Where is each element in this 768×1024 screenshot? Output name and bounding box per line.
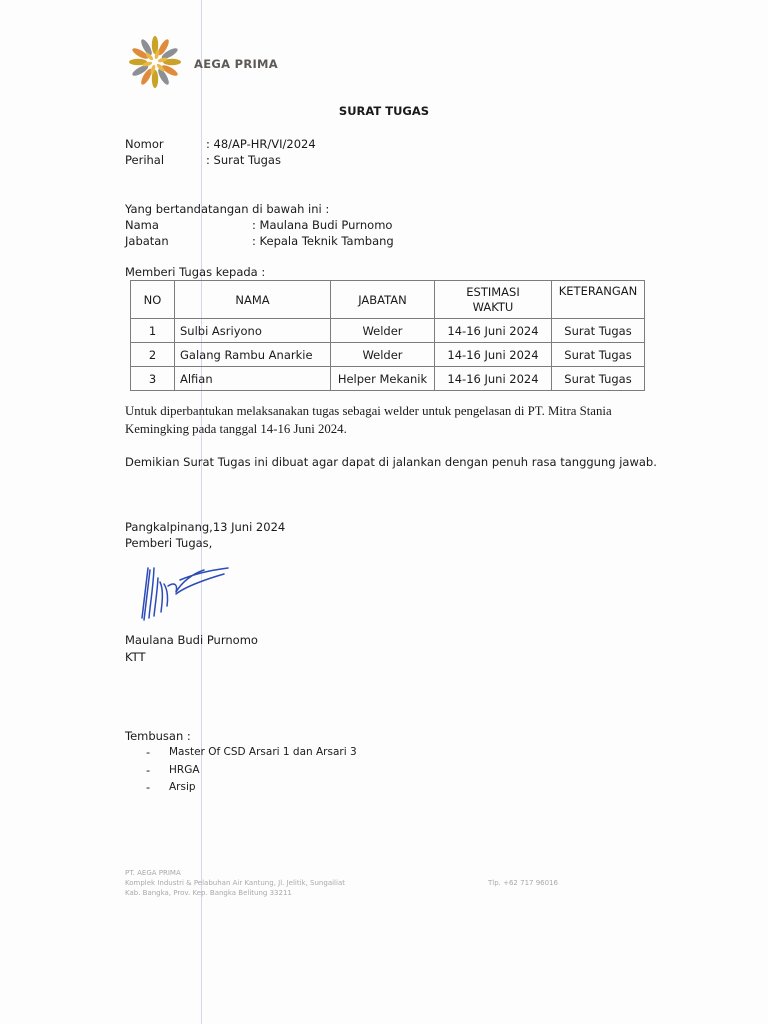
table-row (131, 367, 645, 391)
cell-jabatan: Helper Mekanik (331, 367, 435, 391)
cell-no: 2 (131, 343, 175, 367)
cc-bullet: - (146, 745, 151, 759)
perihal-label: Perihal (125, 153, 165, 167)
footer-phone: Tlp. +62 717 96016 (488, 879, 558, 887)
intro-text: Yang bertandatangan di bawah ini : (125, 202, 330, 216)
cell-keterangan: Surat Tugas (552, 343, 645, 367)
cell-nama: Sulbi Asriyono (175, 319, 331, 343)
header-keterangan: KETERANGAN (552, 281, 645, 319)
cell-no: 1 (131, 319, 175, 343)
cc-label: Tembusan : (125, 729, 191, 743)
place-date: Pangkalpinang,13 Juni 2024 (125, 520, 286, 534)
cell-estimasi: 14-16 Juni 2024 (435, 367, 552, 391)
document-title: SURAT TUGAS (338, 104, 430, 118)
header-estimasi-text: ESTIMASI WAKTU (466, 284, 520, 314)
cell-estimasi: 14-16 Juni 2024 (435, 319, 552, 343)
footer-address-line2: Kab. Bangka, Prov. Kep. Bangka Belitung 33211 (125, 889, 292, 897)
cc-item: Master Of CSD Arsari 1 dan Arsari 3 (169, 746, 357, 758)
company-name: AEGA PRIMA (194, 57, 279, 71)
table-header-row (131, 281, 645, 319)
nama-label: Nama (125, 218, 159, 232)
cc-item: Arsip (169, 781, 196, 793)
assignment-table (130, 280, 645, 391)
header-nama: NAMA (175, 281, 331, 319)
giver-label: Pemberi Tugas, (125, 536, 213, 550)
cc-bullet: - (146, 763, 151, 777)
cell-nama: Alfian (175, 367, 331, 391)
cell-keterangan: Surat Tugas (552, 367, 645, 391)
assign-heading: Memberi Tugas kepada : (125, 265, 266, 279)
jabatan-value: : Kepala Teknik Tambang (252, 234, 394, 248)
header-estimasi (435, 281, 552, 319)
table-row (131, 319, 645, 343)
jabatan-label: Jabatan (125, 234, 169, 248)
footer-company: PT. AEGA PRIMA (125, 869, 181, 877)
cell-keterangan: Surat Tugas (552, 319, 645, 343)
cell-no: 3 (131, 367, 175, 391)
nomor-label: Nomor (125, 137, 164, 151)
cell-nama: Galang Rambu Anarkie (175, 343, 331, 367)
signature-image (120, 560, 240, 630)
footer-address-line1: Komplek Industri & Pelabuhan Air Kantung, Jl. Jelitik, Sungailiat (125, 879, 345, 887)
nomor-value: : 48/AP-HR/VI/2024 (206, 137, 316, 151)
table-row (131, 343, 645, 367)
cc-item: HRGA (169, 764, 200, 776)
perihal-value: : Surat Tugas (206, 153, 281, 167)
purpose-paragraph: Untuk diperbantukan melaksanakan tugas sebagai welder untuk pengelasan di PT. Mitra Stania Kemingking pada tanggal 14-16 Juni 2024. (125, 404, 612, 436)
cc-bullet: - (146, 780, 151, 794)
company-logo (122, 34, 188, 90)
scan-line (201, 0, 202, 1024)
cell-jabatan: Welder (331, 319, 435, 343)
header-no: NO (131, 281, 175, 319)
cell-estimasi: 14-16 Juni 2024 (435, 343, 552, 367)
signer-title: KTT (125, 650, 146, 664)
signer-name: Maulana Budi Purnomo (125, 633, 258, 647)
nama-value: : Maulana Budi Purnomo (252, 218, 393, 232)
header-jabatan: JABATAN (331, 281, 435, 319)
closing-paragraph: Demikian Surat Tugas ini dibuat agar dapat di jalankan dengan penuh rasa tanggung jawab. (125, 455, 657, 469)
cell-jabatan: Welder (331, 343, 435, 367)
